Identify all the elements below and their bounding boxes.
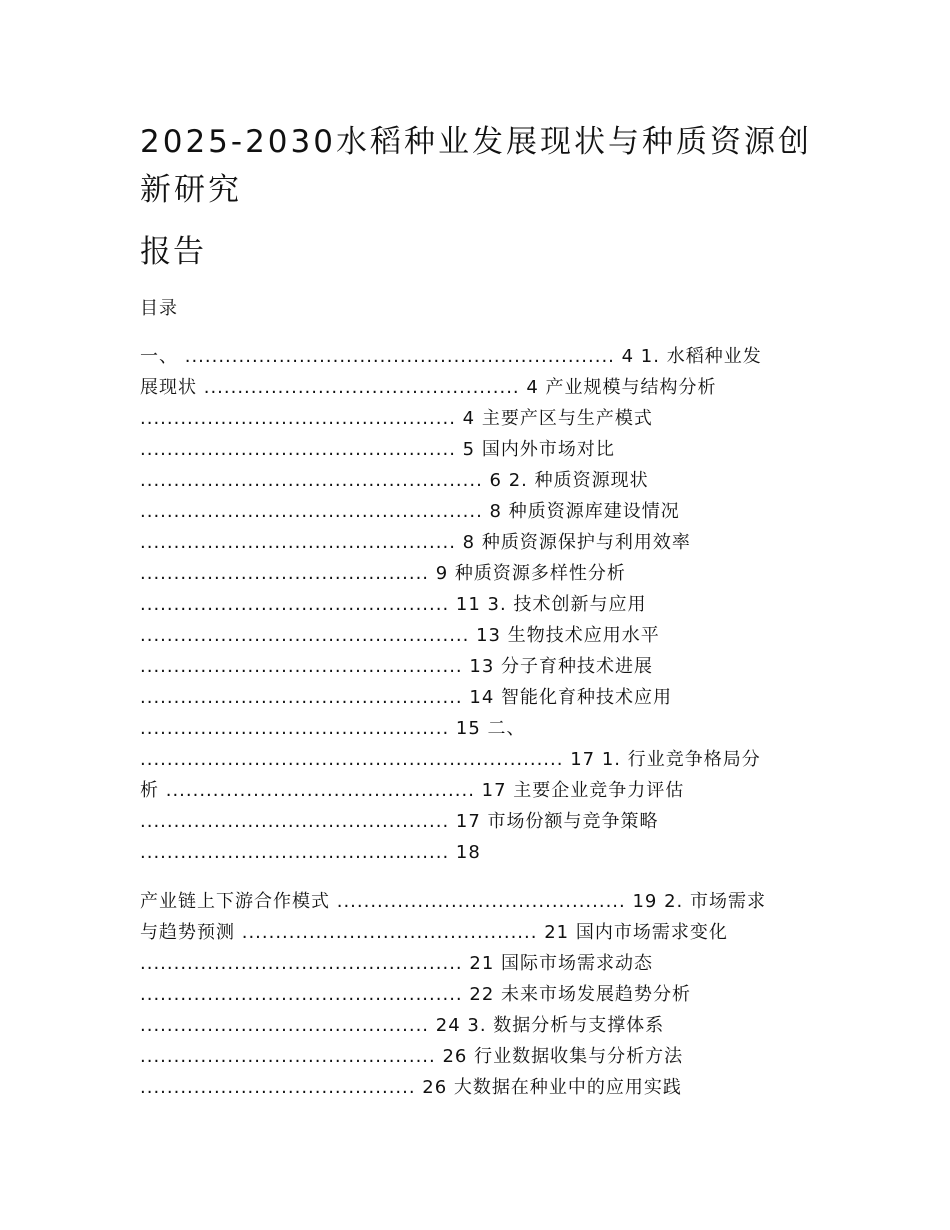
- toc-line: .............................................. 15 二、: [140, 718, 526, 739]
- toc-line: ................................................ 13 分子育种技术进展: [140, 656, 653, 677]
- toc-line: 产业链上下游合作模式 ........................................... 19 2. 市场需求: [140, 891, 766, 912]
- toc-line: .............................................. 18: [140, 842, 481, 863]
- document-subtitle: 报告: [140, 234, 206, 270]
- toc-line: ............................................... 5 国内外市场对比: [140, 439, 615, 460]
- toc-line: ........................................... 9 种质资源多样性分析: [140, 563, 626, 584]
- toc-line: ................................................... 6 2. 种质资源现状: [140, 470, 649, 491]
- toc-line: ............................................... 8 种质资源保护与利用效率: [140, 532, 691, 553]
- toc-line: ......................................... 26 大数据在种业中的应用实践: [140, 1077, 682, 1098]
- document-title: 2025-2030水稻种业发展现状与种质资源创新研究: [140, 124, 812, 208]
- toc-line: ............................................ 26 行业数据收集与分析方法: [140, 1046, 684, 1067]
- toc-line: 析 .............................................. 17 主要企业竞争力评估: [140, 780, 685, 801]
- toc-line: 展现状 ............................................... 4 产业规模与结构分析: [140, 377, 717, 398]
- toc-heading: 目录: [140, 298, 178, 319]
- toc-line: .............................................. 11 3. 技术创新与应用: [140, 594, 647, 615]
- toc-line: ................................................... 8 种质资源库建设情况: [140, 501, 680, 522]
- toc-line: ................................................ 21 国际市场需求动态: [140, 953, 653, 974]
- toc-line: ................................................ 14 智能化育种技术应用: [140, 687, 672, 708]
- toc-line: ............................................... 4 主要产区与生产模式: [140, 408, 653, 429]
- toc-line: ............................................................... 17 1. 行业竞争格局分: [140, 749, 761, 770]
- toc-line: ........................................... 24 3. 数据分析与支撑体系: [140, 1015, 665, 1036]
- toc-line: .............................................. 17 市场份额与竞争策略: [140, 811, 659, 832]
- toc-line: ................................................ 22 未来市场发展趋势分析: [140, 984, 691, 1005]
- toc-line: 一、 ................................................................ 4 1. 水稻种业发: [140, 346, 762, 367]
- toc-line: 与趋势预测 ............................................ 21 国内市场需求变化: [140, 922, 728, 943]
- toc-line: ................................................. 13 生物技术应用水平: [140, 625, 660, 646]
